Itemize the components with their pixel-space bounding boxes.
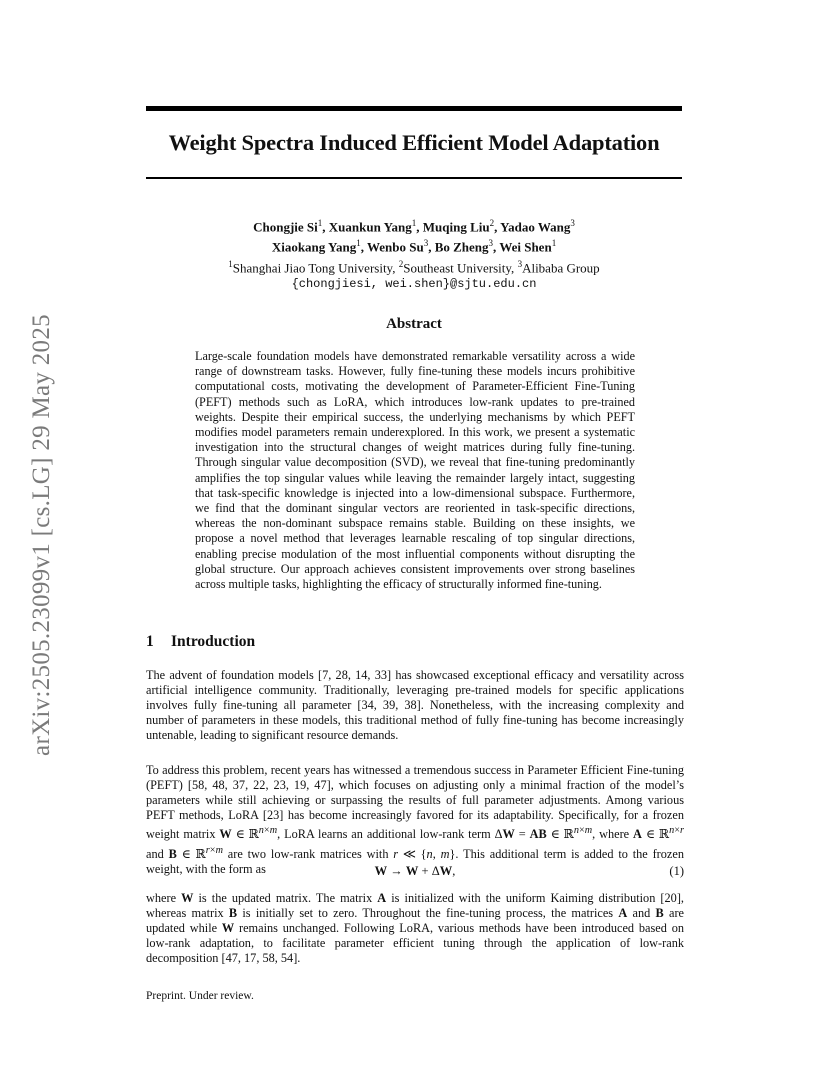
section-heading (146, 633, 255, 651)
section-title: Introduction (171, 633, 256, 650)
abstract-text: Large-scale foundation models have demonstrated remarkable versatility across a wide range of downstream tasks. However, fully fine-tuning these models incurs prohibitive computational costs, motivating the development of Parameter-Efficient Fine-Tuning (PEFT) methods such as LoRA, which introduces low-rank updates to pre-trained weights. Despite their empirical success, the underlying mechanisms by which PEFT modifies model parameters remain underexplored. In this work, we present a systematic investigation into the structural changes of weight matrices during fully fine-tuning. Through singular value decomposition (SVD), we reveal that fine-tuning predominantly amplifies the top singular values while leaving the remainder largely intact, suggesting that task-specific knowledge is injected into a low-dimensional subspace. Furthermore, we find that the dominant singular vectors are reoriented in task-specific directions, whereas the non-dominant subspace remains stable. Building on these insights, we propose a novel method that leverages learnable rescaling of top singular directions, enabling precise modulation of the most influential components without disrupting the global structure. Our approach achieves consistent improvements over strong baselines across multiple tasks, highlighting the efficacy of structurally informed fine-tuning. (195, 349, 635, 592)
author-line-2: Xiaokang Yang$^1$, Wenbo Su$^3$, Bo Zheng$^3$, Wei Shen$^1$ (271, 238, 557, 255)
paper-title: Weight Spectra Induced Efficient Model Adaptation (168, 130, 660, 155)
title-rule-top (146, 106, 682, 111)
equation-body: W → W + ΔW, (374, 864, 456, 878)
author-name: Chongjie Si (253, 219, 318, 235)
author-name: Yadao Wang (500, 219, 571, 235)
author-name: Xiaokang Yang (271, 239, 357, 255)
author-block (146, 215, 682, 292)
author-name: Muqing Liu (422, 219, 490, 235)
section-number: 1 (146, 633, 154, 650)
author-name: Bo Zheng (434, 239, 489, 255)
affiliations: $^1$Shanghai Jiao Tong University, $^2$Southeast University, $^3$Alibaba Group (228, 258, 600, 275)
author-name: Xuankun Yang (328, 219, 412, 235)
author-email: {chongjiesi, wei.shen}@sjtu.edu.cn (291, 276, 537, 291)
author-name: Wenbo Su (366, 239, 424, 255)
title-rule-bottom (146, 177, 682, 179)
arxiv-identifier: arXiv:2505.23099v1 [cs.LG] 29 May 2025 (28, 314, 55, 756)
author-line-1: Chongjie Si$^1$, Xuankun Yang$^1$, Muqing Liu$^2$, Yadao Wang$^3$ (253, 218, 575, 235)
author-name: Wei Shen (499, 239, 552, 255)
intro-paragraph-3: where W is the updated matrix. The matrix A is initialized with the uniform Kaiming distribution [20], whereas matrix B is initially set to zero. Throughout the fine-tuning process, the matrices A and B are updated while W remains unchanged. Following LoRA, various methods have been introduced based on low-rank adaptation, to facilitate parameter efficient tuning through the application of low-rank decomposition [47, 17, 58, 54]. (146, 891, 685, 966)
abstract-heading: Abstract (386, 316, 442, 332)
intro-paragraph-1: The advent of foundation models [7, 28, 14, 33] has showcased exceptional efficacy and versatility across artificial intelligence community. Traditionally, leveraging pre-trained models for specific applications involves fully fine-tuning all parameter [34, 39, 38]. Nonetheless, with the increasing complexity and number of parameters in these models, this traditional method of fully fine-tuning has become increasingly untenable, leading to significant resource demands. (146, 668, 684, 743)
equation-number: (1) (669, 864, 684, 878)
intro-paragraph-2: To address this problem, recent years has witnessed a tremendous success in Parameter Efficient Fine-tuning (PEFT) [58, 48, 37, 22, 23, 19, 47], which focuses on adjusting only a minimal fraction of the model’s parameters while still achieving or surpassing the results of full parameter adjustments. Among various PEFT methods, LoRA [23] has become increasingly favored for its adaptability. Specifically, for a frozen weight matrix W ∈ ℝ$^{n\times m}$, LoRA learns an additional low-rank term ΔW = AB ∈ ℝ$^{n\times m}$, where A ∈ ℝ$^{n\times r}$ and B ∈ ℝ$^{r\times m}$ are two low-rank matrices with r ≪ {n, m}. This additional term is added to the frozen weight, with the form as (146, 763, 684, 876)
footer-note: Preprint. Under review. (146, 990, 254, 1002)
